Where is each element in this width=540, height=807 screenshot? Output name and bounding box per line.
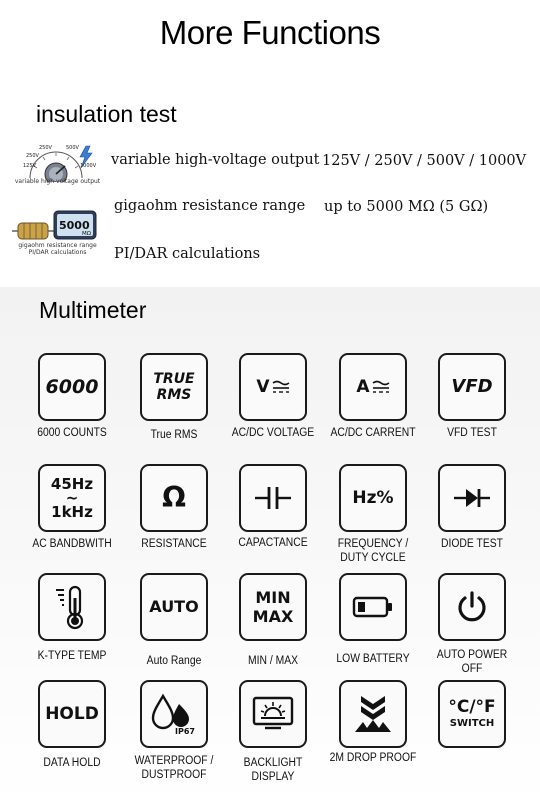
counts-text: 6000 (45, 375, 99, 398)
dial-tick-label: 500V (66, 145, 79, 151)
true-rms-icon (140, 353, 208, 421)
feature-label-true-rms: True RMS (150, 429, 198, 441)
current-letter: A (356, 376, 370, 397)
feature-label-temperature: K-TYPE TEMP (37, 650, 107, 662)
vfd-icon (438, 353, 506, 421)
feature-label-waterproof: WATERPROOF / DUSTPROOF (134, 755, 214, 781)
impact-icon (351, 692, 395, 736)
resistance-icon (140, 464, 208, 532)
water-drop-icon (149, 692, 199, 736)
feature-label-current: AC/DC CARRENT (330, 427, 416, 439)
insulation-heading: insulation test (36, 101, 177, 127)
thumbnail-caption: variable high-voltage output (14, 178, 101, 185)
ac-dc-voltage-icon (239, 353, 307, 421)
capacitor-symbol-icon (253, 485, 293, 511)
gigaohm-thumbnail (10, 205, 105, 257)
backlit-display-icon (251, 694, 295, 734)
min-text: MIN (255, 588, 291, 607)
feature-name: gigaohm resistance range (114, 198, 306, 214)
dial-tick-label: 125V (23, 163, 36, 169)
feature-name: variable high-voltage output (111, 152, 320, 168)
feature-label-resistance: RESISTANCE (141, 538, 207, 550)
power-off-icon (438, 573, 506, 641)
bandwidth-low: 45Hz (50, 475, 94, 493)
feature-label-min-max: MIN / MAX (247, 655, 299, 667)
hold-text: HOLD (45, 703, 99, 724)
capacitance-icon (239, 464, 307, 532)
temperature-icon (38, 573, 106, 641)
meter-unit: MΩ (82, 231, 91, 237)
feature-label-voltage: AC/DC VOLTAGE (231, 427, 315, 439)
feature-label-power-off: AUTO POWER OFF (436, 649, 508, 675)
gigaohm-meter-icon (10, 205, 105, 247)
ip-rating: IP67 (175, 727, 195, 736)
ac-dc-symbol-icon (372, 380, 390, 394)
feature-label-frequency: FREQUENCY / DUTY CYCLE (337, 538, 409, 564)
ac-dc-current-icon (339, 353, 407, 421)
thumbnail-caption: PI/DAR calculations (28, 249, 87, 256)
multimeter-heading: Multimeter (39, 297, 147, 323)
waterproof-icon (140, 680, 208, 748)
meter-readout: 5000 (59, 219, 90, 232)
auto-range-icon (140, 573, 208, 641)
celsius-fahrenheit-text: °C/°F (448, 697, 496, 717)
diode-icon (438, 464, 506, 532)
feature-value: up to 5000 MΩ (5 GΩ) (324, 199, 489, 215)
drop-proof-icon (339, 680, 407, 748)
rms-text: RMS (156, 387, 192, 403)
true-text: TRUE (153, 371, 195, 387)
voltage-letter: V (256, 376, 270, 397)
low-battery-icon (339, 573, 407, 641)
feature-label-vfd: VFD TEST (447, 427, 497, 439)
dial-tick-label: 1000V (80, 163, 97, 169)
dial-tick-label: 250V (26, 153, 39, 159)
dial-tick-label: 250V (39, 145, 52, 151)
feature-label-data-hold: DATA HOLD (43, 757, 101, 769)
feature-label-drop-proof: 2M DROP PROOF (329, 752, 417, 764)
ac-dc-symbol-icon (272, 380, 290, 394)
switch-text: SWITCH (449, 718, 495, 729)
thumbnail-caption: gigaohm resistance range (18, 242, 97, 249)
voltage-dial-icon (10, 140, 105, 182)
battery-icon (351, 594, 395, 620)
feature-label-counts: 6000 COUNTS (37, 427, 107, 439)
vfd-text: VFD (451, 376, 493, 397)
feature-label-auto-range: Auto Range (146, 655, 202, 667)
counts-icon (38, 353, 106, 421)
bandwidth-high: 1kHz (51, 503, 93, 521)
feature-label-low-battery: LOW BATTERY (336, 653, 410, 665)
data-hold-icon (38, 680, 106, 748)
feature-label-capacitance: CAPACTANCE (238, 537, 308, 549)
page-title: More Functions (159, 14, 381, 51)
temp-switch-icon (438, 680, 506, 748)
power-icon (455, 590, 489, 624)
feature-label-diode: DIODE TEST (441, 538, 503, 550)
ohm-symbol: Ω (162, 481, 186, 514)
voltage-dial-thumbnail (10, 140, 105, 192)
min-max-icon (239, 573, 307, 641)
thermometer-icon (52, 584, 92, 630)
max-text: MAX (252, 607, 294, 626)
frequency-icon (339, 464, 407, 532)
feature-label-backlight: BACKLIGHT DISPLAY (243, 757, 303, 783)
feature-value: 125V / 250V / 500V / 1000V (322, 153, 527, 169)
bandwidth-icon (38, 464, 106, 532)
feature-name: PI/DAR calculations (114, 246, 261, 262)
bandwidth-tilde: ~ (65, 489, 79, 507)
hz-percent-text: Hz% (352, 487, 394, 508)
auto-text: AUTO (149, 597, 199, 616)
diode-symbol-icon (452, 485, 492, 511)
feature-label-bandwidth: AC BANDBWITH (32, 538, 112, 550)
backlight-icon (239, 680, 307, 748)
